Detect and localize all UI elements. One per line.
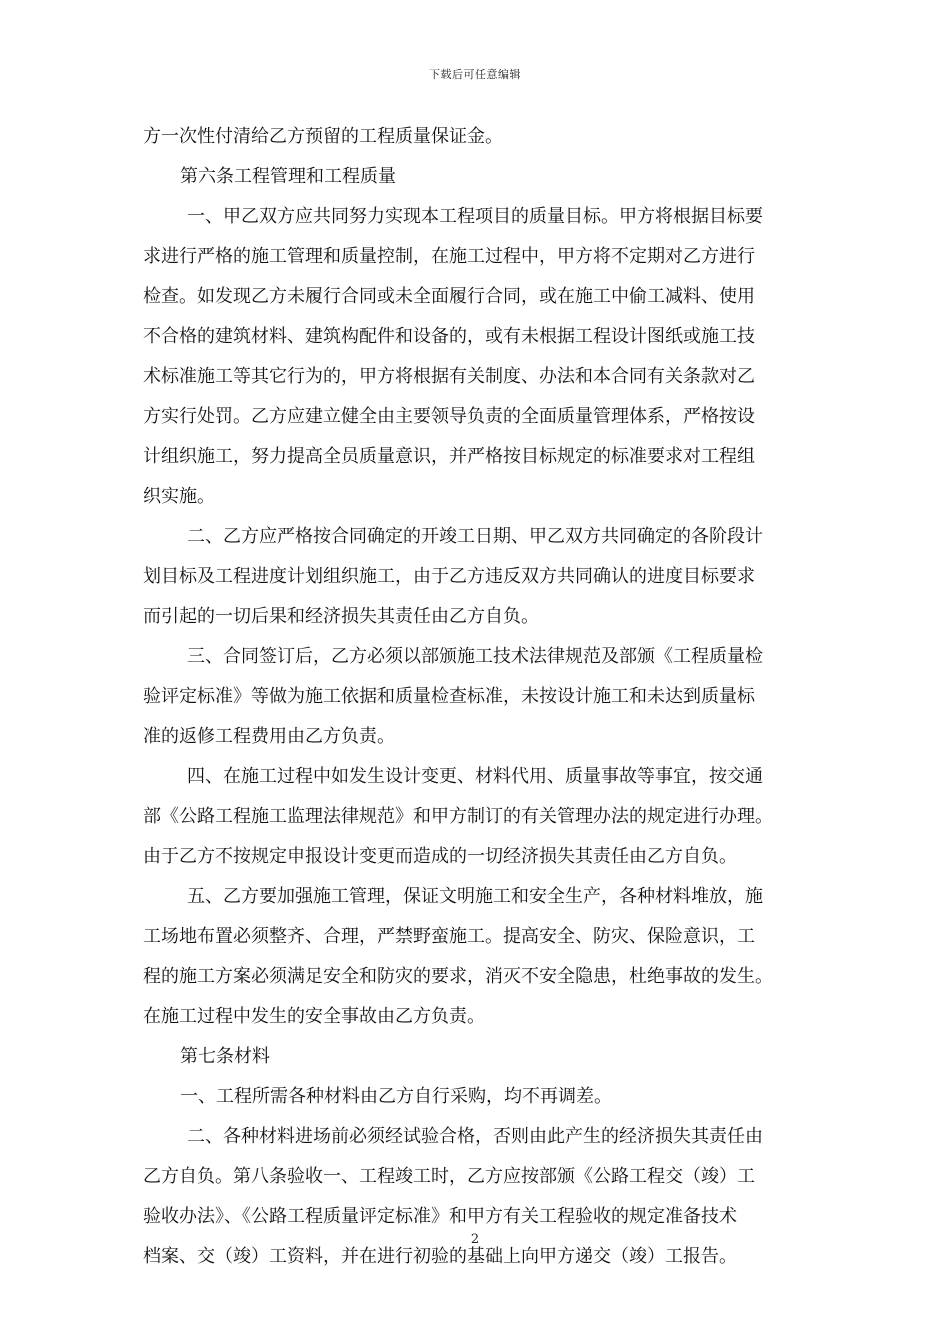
paragraph-line: 检查。如发现乙方未履行合同或未全面履行合同，或在施工中偷工减料、使用 <box>143 286 755 307</box>
paragraph-line: 由于乙方不按规定申报设计变更而造成的一切经济损失其责任由乙方自负。 <box>143 846 737 867</box>
paragraph-line: 四、在施工过程中如发生设计变更、材料代用、质量事故等事宜，按交通 <box>187 766 763 787</box>
paragraph-line: 验评定标准》等做为施工依据和质量检查标准，未按设计施工和未达到质量标 <box>143 686 755 707</box>
paragraph-line: 织实施。 <box>143 486 215 507</box>
paragraph-line: 术标准施工等其它行为的，甲方将根据有关制度、办法和本合同有关条款对乙 <box>143 366 755 387</box>
paragraph-line: 一、甲乙双方应共同努力实现本工程项目的质量目标。甲方将根据目标要 <box>187 206 763 227</box>
paragraph-line: 而引起的一切后果和经济损失其责任由乙方自负。 <box>143 606 539 627</box>
paragraph-line: 求进行严格的施工管理和质量控制，在施工过程中，甲方将不定期对乙方进行 <box>143 246 755 267</box>
paragraph-line: 五、乙方要加强施工管理，保证文明施工和安全生产，各种材料堆放，施 <box>187 886 763 907</box>
section-heading-7: 第七条材料 <box>180 1046 270 1067</box>
paragraph-line: 三、合同签订后，乙方必须以部颁施工技术法律规范及部颁《工程质量检 <box>187 646 763 667</box>
paragraph-line: 二、各种材料进场前必须经试验合格，否则由此产生的经济损失其责任由 <box>187 1126 763 1147</box>
paragraph-line: 在施工过程中发生的安全事故由乙方负责。 <box>143 1006 485 1027</box>
paragraph-line: 方一次性付清给乙方预留的工程质量保证金。 <box>143 126 503 147</box>
paragraph-line: 档案、交（竣）工资料，并在进行初验的基础上向甲方递交（竣）工报告。 <box>143 1246 737 1267</box>
paragraph-line: 二、乙方应严格按合同确定的开竣工日期、甲乙双方共同确定的各阶段计 <box>187 526 763 547</box>
paragraph-line: 不合格的建筑材料、建筑构配件和设备的，或有未根据工程设计图纸或施工技 <box>143 326 755 347</box>
paragraph-line: 验收办法》、《公路工程质量评定标准》和甲方有关工程验收的规定准备技术 <box>143 1206 737 1227</box>
paragraph-line: 方实行处罚。乙方应建立健全由主要领导负责的全面质量管理体系，严格按设 <box>143 406 755 427</box>
document-body <box>143 117 833 1277</box>
section-heading-6: 第六条工程管理和工程质量 <box>180 166 396 187</box>
paragraph-line: 计组织施工，努力提高全员质量意识，并严格按目标规定的标准要求对工程组 <box>143 446 755 467</box>
paragraph-line: 程的施工方案必须满足安全和防灾的要求，消灭不安全隐患，杜绝事故的发生。 <box>143 966 773 987</box>
paragraph-line: 部《公路工程施工监理法律规范》和甲方制订的有关管理办法的规定进行办理。 <box>143 806 773 827</box>
paragraph-line: 划目标及工程进度计划组织施工，由于乙方违反双方共同确认的进度目标要求 <box>143 566 755 587</box>
paragraph-line: 工场地布置必须整齐、合理，严禁野蛮施工。提高安全、防灾、保险意识，工 <box>143 926 755 947</box>
paragraph-line: 乙方自负。第八条验收一、工程竣工时，乙方应按部颁《公路工程交（竣）工 <box>143 1166 755 1187</box>
page-number: 2 <box>470 1232 480 1247</box>
page-header: 下载后可任意编辑 <box>429 68 521 81</box>
paragraph-line: 准的返修工程费用由乙方负责。 <box>143 726 395 747</box>
paragraph-line: 一、工程所需各种材料由乙方自行采购，均不再调差。 <box>180 1086 612 1107</box>
